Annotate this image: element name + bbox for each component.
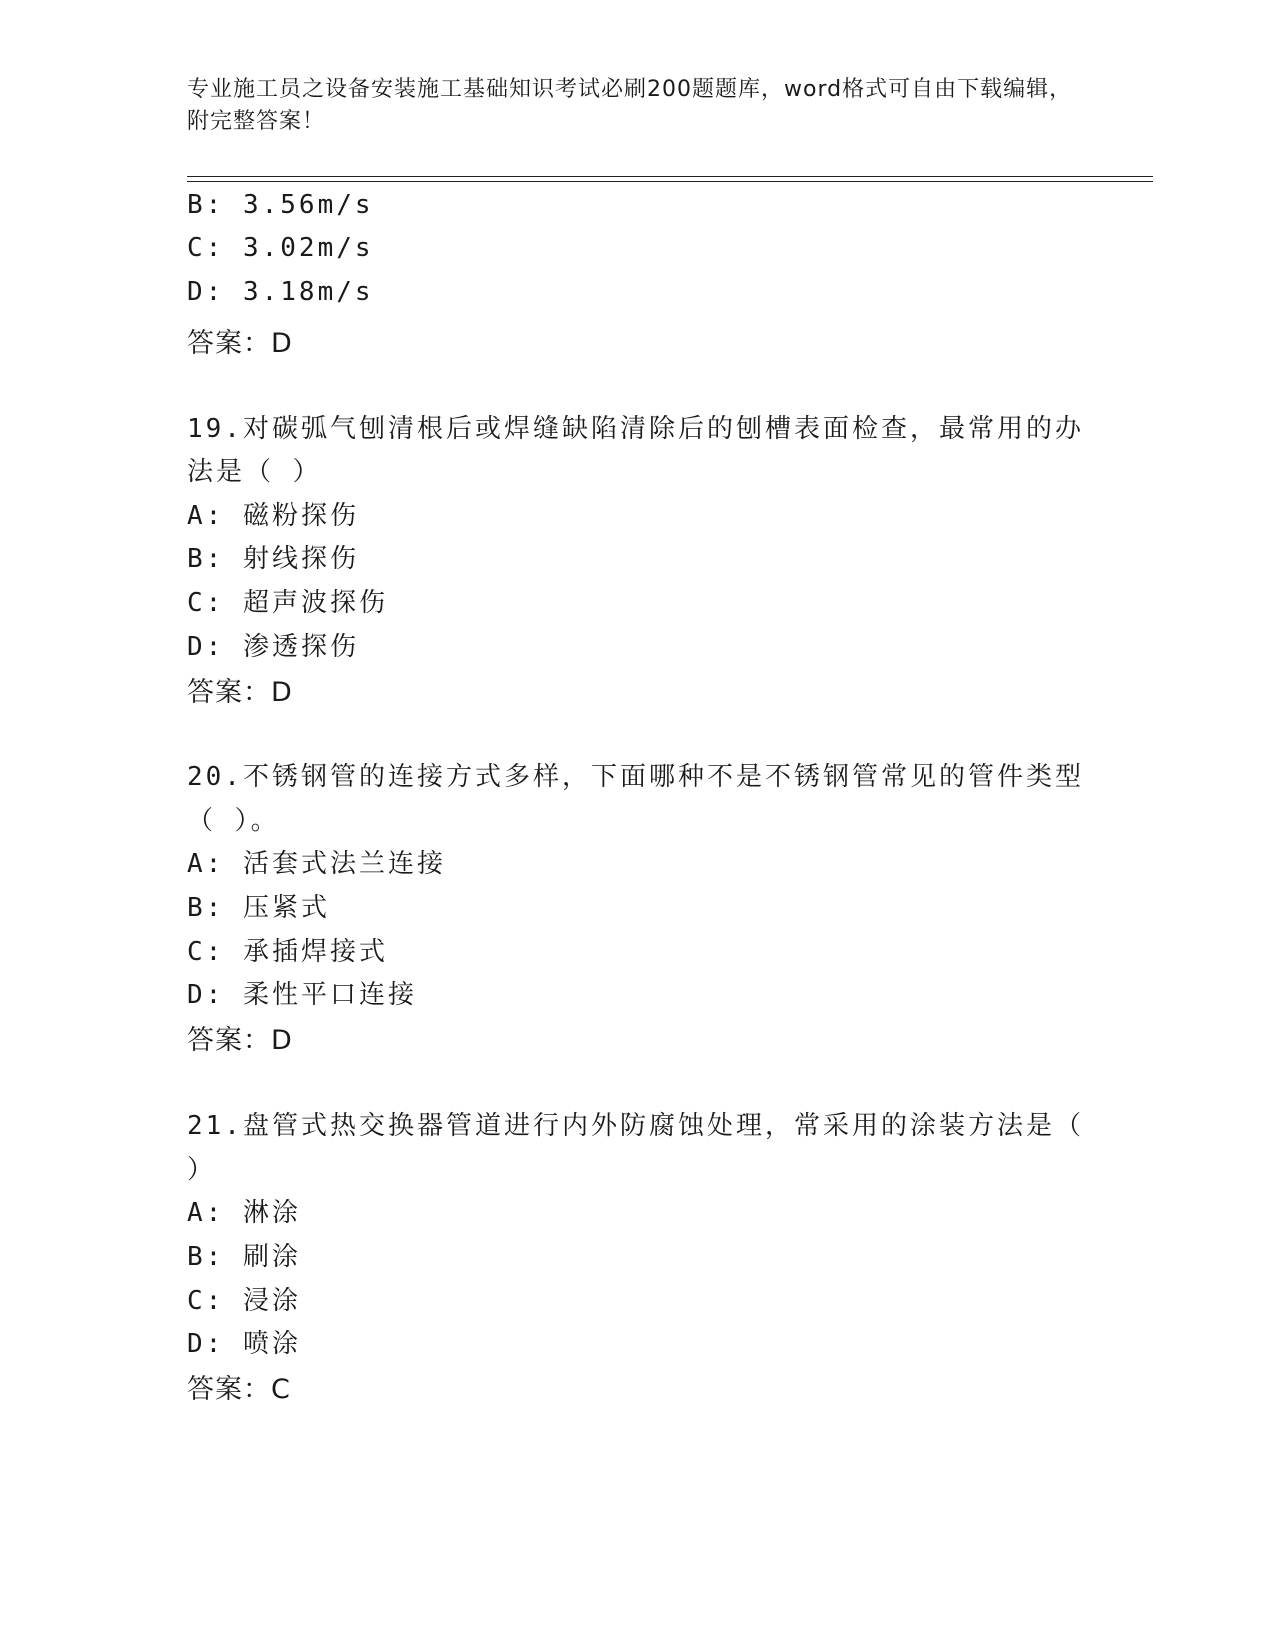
q20-option-b: B: 压紧式 (187, 893, 330, 923)
q21-option-a: A: 淋涂 (187, 1198, 301, 1228)
q19-stem-line1: 19.对碳弧气刨清根后或焊缝缺陷清除后的刨槽表面检查，最常用的办 (187, 414, 1084, 444)
q19-option-d: D: 渗透探伤 (187, 632, 359, 662)
q20-stem-line1: 20.不锈钢管的连接方式多样，下面哪种不是不锈钢管常见的管件类型 (187, 762, 1084, 792)
q21-option-d: D: 喷涂 (187, 1329, 301, 1359)
q18-answer: 答案：D (187, 328, 293, 359)
q20-stem-line2: （ ）。 (187, 806, 280, 836)
q19-option-b: B: 射线探伤 (187, 544, 359, 574)
q21-answer: 答案：C (187, 1374, 291, 1405)
q21-stem-line1: 21.盘管式热交换器管道进行内外防腐蚀处理，常采用的涂装方法是（ (187, 1111, 1084, 1141)
q19-answer: 答案：D (187, 677, 293, 708)
q20-option-d: D: 柔性平口连接 (187, 980, 417, 1010)
header-divider-bottom (187, 181, 1153, 182)
q21-stem-line2: ） (187, 1155, 217, 1185)
q18-option-b: B: 3.56m/s (187, 190, 374, 220)
q19-option-a: A: 磁粉探伤 (187, 501, 359, 531)
q20-answer: 答案：D (187, 1025, 293, 1056)
q18-option-d: D: 3.18m/s (187, 277, 374, 307)
q20-option-c: C: 承插焊接式 (187, 937, 388, 967)
q18-option-c: C: 3.02m/s (187, 233, 374, 263)
q19-stem-line2: 法是（ ） (187, 457, 322, 487)
q21-option-b: B: 刷涂 (187, 1242, 301, 1272)
header-divider-top (187, 176, 1153, 177)
q20-option-a: A: 活套式法兰连接 (187, 849, 446, 879)
q19-option-c: C: 超声波探伤 (187, 588, 388, 618)
document-header: 专业施工员之设备安装施工基础知识考试必刷200题题库，word格式可自由下载编辑，附完整答案！ (187, 77, 1073, 134)
q21-option-c: C: 浸涂 (187, 1286, 301, 1316)
